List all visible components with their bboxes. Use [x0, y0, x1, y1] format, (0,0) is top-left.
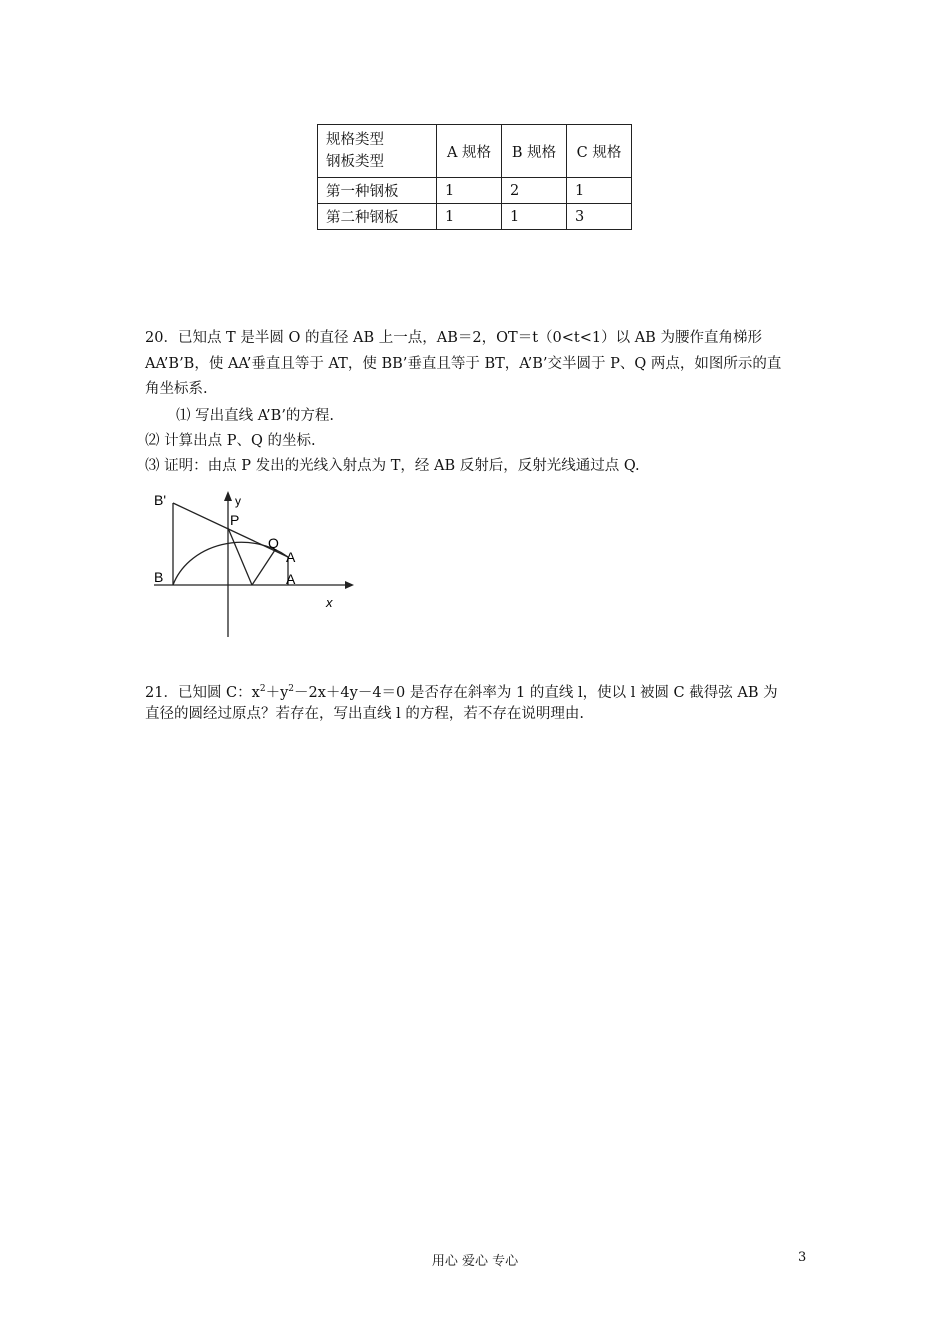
segment-tq	[252, 550, 275, 585]
corner-header-top: 规格类型	[326, 132, 384, 148]
q21-sup2: 2	[288, 684, 295, 694]
q21-sup1: 2	[259, 684, 266, 694]
table-cell: 2	[502, 178, 567, 204]
page-footer: 用心 爱心 专心	[431, 1254, 519, 1269]
table-cell: 1	[502, 204, 567, 230]
q21-text-b: ＋y	[265, 684, 289, 701]
table-cell: 1	[437, 178, 502, 204]
q20-line1: 20．已知点 T 是半圆 O 的直径 AB 上一点，AB＝2，OT＝t（0<t<1）以 AB 为腰作直角梯形	[145, 330, 762, 346]
table-cell: 3	[567, 204, 632, 230]
x-axis-arrow	[345, 581, 354, 589]
q21-text-a: 21．已知圆 C：x	[145, 684, 260, 701]
table-row	[318, 204, 632, 230]
column-header: A 规格	[437, 125, 502, 178]
row-label: 第二种钢板	[318, 204, 437, 230]
q20-line2: AA’B’B，使 AA’垂直且等于 AT，使 BB’垂直且等于 BT，A’B’交半圆于 P、Q 两点，如图所示的直	[145, 356, 782, 372]
q20-sub1: ⑴ 写出直线 A’B’的方程.	[176, 408, 335, 424]
table-cell: 1	[437, 204, 502, 230]
label-x-axis: x	[326, 595, 333, 610]
q21-line1	[145, 678, 778, 704]
q21-text-c: －2x＋4y－4＝0 是否存在斜率为 1 的直线 l，使以 l 被圆 C 截得弦 AB 为	[294, 684, 778, 701]
table-cell: 1	[567, 178, 632, 204]
label-q: Q	[268, 535, 279, 551]
row-label: 第一种钢板	[318, 178, 437, 204]
trapezoid-figure	[140, 485, 370, 645]
q20-sub2: ⑵ 计算出点 P、Q 的坐标.	[145, 433, 316, 449]
page-number: 3	[798, 1250, 807, 1265]
q20-sub3: ⑶ 证明：由点 P 发出的光线入射点为 T，经 AB 反射后，反射光线通过点 Q.	[145, 458, 640, 474]
label-a-prime: A	[286, 549, 296, 565]
table-header-row	[318, 125, 632, 178]
label-b-prime: B'	[154, 492, 167, 508]
table-row	[318, 178, 632, 204]
column-header: B 规格	[502, 125, 567, 178]
label-p: P	[230, 512, 240, 528]
spec-table	[317, 124, 632, 230]
column-header: C 规格	[567, 125, 632, 178]
table-corner-header	[318, 125, 437, 178]
q21-line2: 直径的圆经过原点？若存在，写出直线 l 的方程，若不存在说明理由.	[145, 706, 584, 722]
label-a: A	[286, 571, 296, 587]
corner-header-bottom: 钢板类型	[326, 154, 384, 170]
label-y-axis: y	[235, 494, 241, 508]
segment-pt	[228, 528, 252, 585]
label-b: B	[154, 569, 164, 585]
q20-line3: 角坐标系.	[145, 381, 208, 397]
y-axis-arrow	[224, 491, 232, 501]
